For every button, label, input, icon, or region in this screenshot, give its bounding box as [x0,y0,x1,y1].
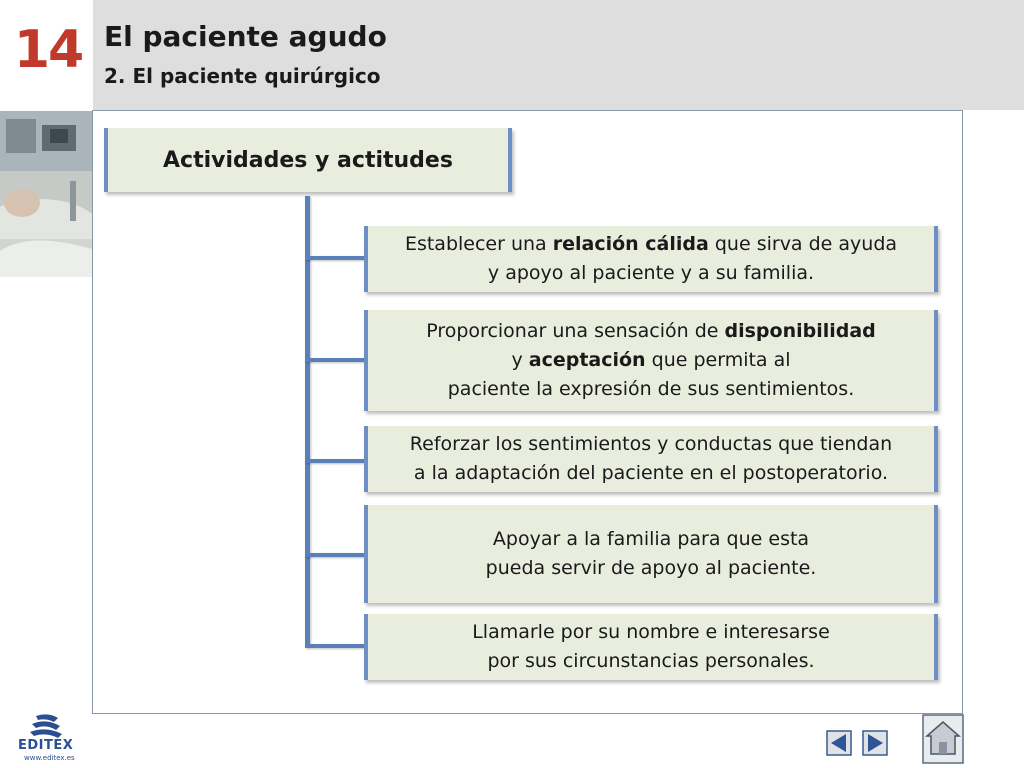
activity-box-5 [364,614,938,680]
text-segment: y apoyo al paciente y a su familia. [487,262,815,284]
activity-text [472,618,830,676]
activity-text-line [486,554,817,583]
hospital-photo [0,111,92,277]
page-subtitle: 2. El paciente quirúrgico [104,64,381,88]
emphasis-text: relación cálida [552,233,709,255]
home-icon[interactable] [922,714,964,764]
activity-text-line [405,259,897,288]
text-segment: que sirva de ayuda [708,233,898,255]
text-segment: y [511,349,529,371]
logo-url: www.editex.es [24,754,75,762]
activity-text [426,317,876,404]
activity-text [486,525,817,583]
activity-text-line [426,317,876,346]
emphasis-text: aceptación [528,349,646,371]
triangle-right-icon[interactable] [862,730,888,756]
activity-box-1 [364,226,938,292]
text-segment: paciente la expresión de sus sentimientos. [447,378,855,400]
connector-branch-3 [305,459,365,463]
activity-text-line [472,618,830,647]
connector-branch-2 [305,358,365,362]
connector-branch-1 [305,256,365,260]
activity-box-2 [364,310,938,411]
activity-box-4 [364,505,938,603]
activity-text-line [486,525,817,554]
chapter-number: 14 [13,20,83,80]
activity-text [405,230,897,288]
activity-text [410,430,892,488]
activity-text-line [405,230,897,259]
connector-branch-5 [305,644,365,648]
triangle-left-icon[interactable] [826,730,852,756]
logo-text: EDITEX [18,738,74,753]
text-segment: Proporcionar una sensación de [426,320,725,342]
activity-text-line [410,430,892,459]
text-segment: a la adaptación del paciente en el postoperatorio. [413,462,889,484]
activity-text-line [472,647,830,676]
connector-branch-4 [305,553,365,557]
activity-text-line [426,375,876,404]
activity-box-3 [364,426,938,492]
activity-text-line [410,459,892,488]
text-segment: Llamarle por su nombre e interesarse [472,621,830,643]
header-bar [93,0,1024,110]
diagram-root-box: Actividades y actitudes [104,128,512,192]
emphasis-text: disponibilidad [724,320,876,342]
text-segment: que permita al [645,349,791,371]
text-segment: Reforzar los sentimientos y conductas que tiendan [409,433,893,455]
text-segment: por sus circunstancias personales. [487,650,815,672]
activity-text-line [426,346,876,375]
text-segment: Establecer una [404,233,553,255]
page-title: El paciente agudo [104,20,387,53]
connector-vertical-line [305,196,310,646]
text-segment: pueda servir de apoyo al paciente. [485,557,817,579]
text-segment: Apoyar a la familia para que esta [492,528,810,550]
